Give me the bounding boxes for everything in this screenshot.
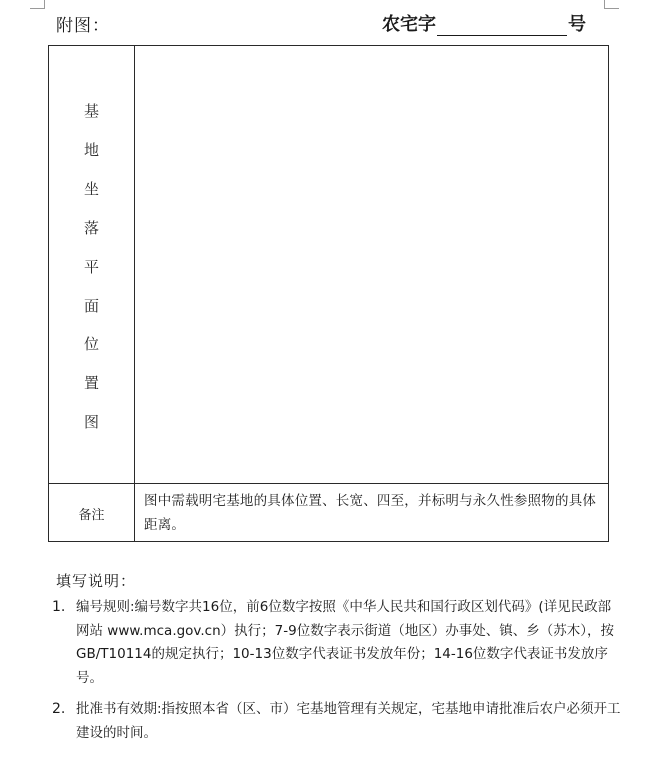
note-text: 编号规则:编号数字共16位，前6位数字按照《中华人民共和国行政区划代码》(详见民政部网站 www.mca.gov.cn）执行；7-9位数字表示街道（地区）办事处、镇、乡（苏木），按GB/T10114的规定执行；10-13位数字代表证书发放年份；14-16位数字代表证书发放序号。 [76,599,614,686]
note-number: 1. [52,599,66,615]
plan-label-char: 面 [83,297,99,315]
site-plan-form [48,45,609,542]
remarks-label: 备注 [78,507,105,523]
notes-title: 填写说明： [56,572,137,590]
column-divider [134,46,135,541]
plan-label-char: 平 [83,258,99,276]
document-number-line [382,10,586,36]
number-suffix: 号 [568,14,586,35]
plan-label-char: 基 [83,102,99,120]
note-item [52,698,622,745]
remarks-text: 图中需载明宅基地的具体位置、长宽、四至，并标明与永久性参照物的具体距离。 [144,493,597,533]
plan-label-char: 图 [83,413,99,431]
plan-label [49,46,134,483]
plan-label-char: 落 [83,219,99,237]
plan-label-char: 置 [83,374,99,392]
plan-label-char: 坐 [83,180,99,198]
attachment-label: 附图： [56,16,110,36]
page-corner-mark-left [30,0,45,9]
note-number: 2. [52,701,66,717]
number-blank [437,15,567,36]
plan-label-char: 位 [83,335,99,353]
plan-label-char: 地 [83,141,99,159]
page-corner-mark-right [604,0,619,9]
number-prefix: 农宅字 [382,14,436,35]
note-item [52,596,622,690]
note-text: 批准书有效期:指按照本省（区、市）宅基地管理有关规定，宅基地申请批准后农户必须开工建设的时间。 [76,701,621,741]
